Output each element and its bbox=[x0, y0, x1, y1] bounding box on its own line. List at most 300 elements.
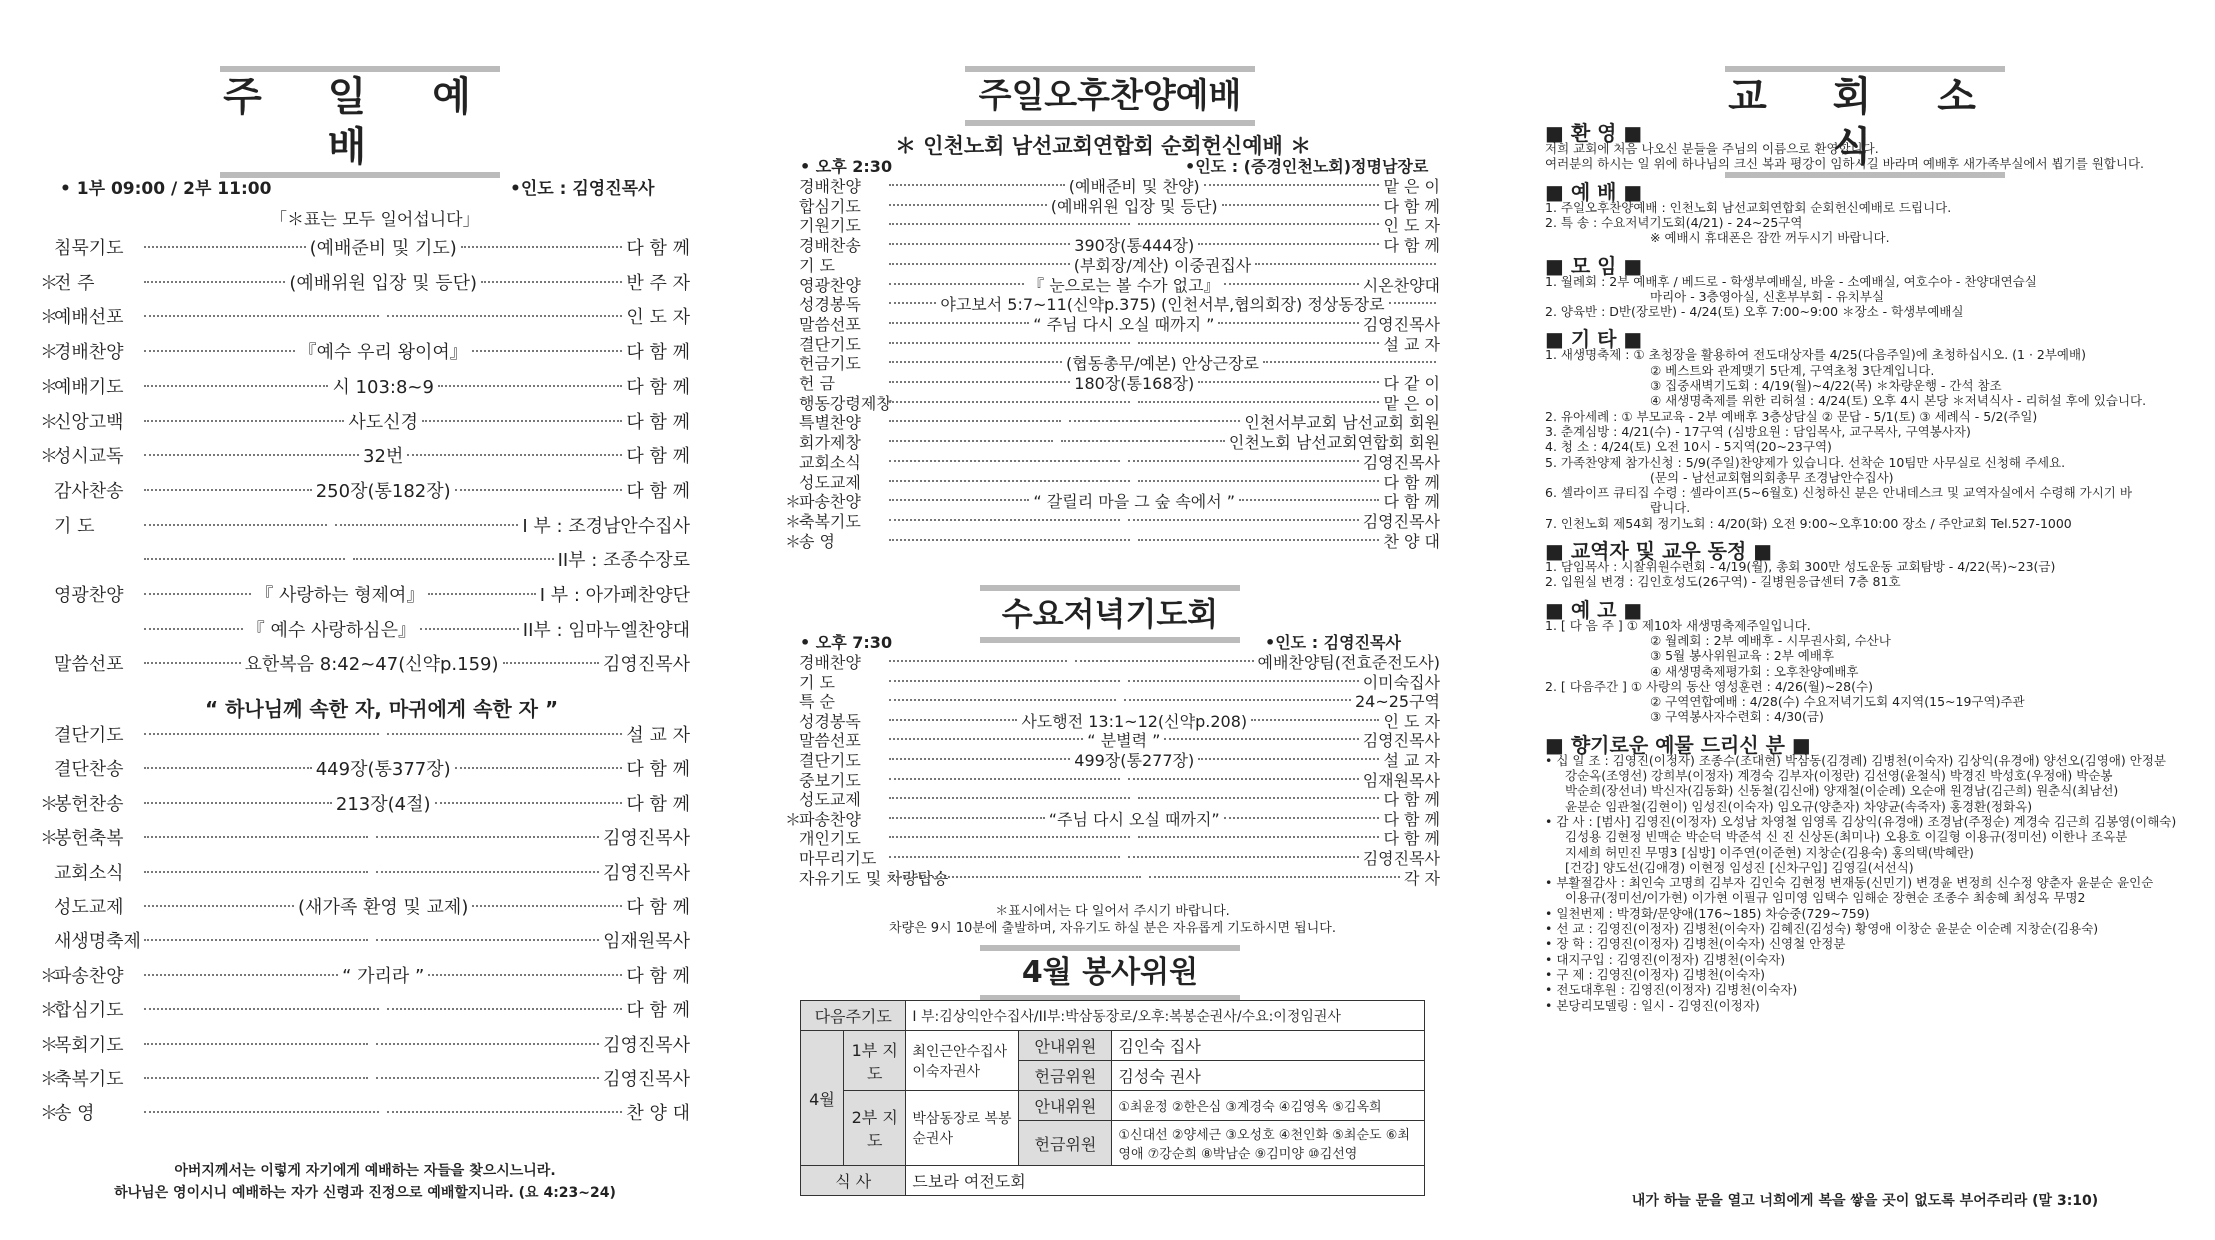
order-label-text: 파송찬양 bbox=[799, 492, 861, 512]
order-row bbox=[785, 870, 1440, 887]
dot-leader bbox=[889, 836, 1130, 838]
order-label bbox=[785, 257, 885, 274]
dot-leader bbox=[1198, 758, 1379, 760]
order-person: 인 도 자 bbox=[1383, 216, 1441, 236]
order-detail: “주님 다시 오실 때까지” bbox=[1048, 809, 1220, 829]
order-label-text: 결단기도 bbox=[54, 725, 124, 746]
order-person: II부 : 임마누엘찬양대 bbox=[522, 619, 690, 641]
news-line: • 일천번제 : 박경화/문양애(176~185) 차승중(729~759) bbox=[1545, 905, 1870, 921]
order-label-text: 중보기도 bbox=[799, 770, 861, 790]
order-person: 다 함 께 bbox=[626, 759, 690, 781]
order-label bbox=[785, 513, 885, 530]
order-row bbox=[785, 732, 1440, 749]
dot-leader bbox=[144, 315, 379, 317]
order-label bbox=[785, 414, 885, 431]
order-label-text: 기 도 bbox=[799, 672, 835, 692]
order-label-text: 경배찬양 bbox=[799, 653, 861, 672]
order-person: 김영진목사 bbox=[603, 862, 691, 884]
dot-leader bbox=[1218, 322, 1358, 324]
order-label bbox=[785, 674, 885, 691]
dot-leader bbox=[1124, 699, 1351, 701]
news-line: ④ 새생명축제를 위한 리허설 : 4/24(토) 오후 4시 본당 ＊저녁식사 - 리허설 후에 있습니다. bbox=[1650, 393, 2147, 409]
dot-leader bbox=[144, 1077, 368, 1079]
order-row bbox=[785, 434, 1440, 451]
order-label-text: 결단기도 bbox=[799, 334, 861, 354]
dot-leader bbox=[1128, 856, 1359, 858]
order-label bbox=[785, 277, 885, 294]
news-line: 6. 셀라이프 큐티집 수령 : 셀라이프(5~6월호) 신청하신 분은 안내데스크 및 교역자실에서 수령해 가시기 바 bbox=[1545, 485, 2132, 501]
afternoon-subtitle: ＊ 인천노회 남선교회연합회 순회헌신예배 ＊ bbox=[895, 134, 1312, 158]
order-row bbox=[40, 1000, 690, 1022]
order-row bbox=[40, 550, 690, 572]
order-label bbox=[785, 296, 885, 313]
news-line: 강순옥(조영선) 강희부(이정자) 계경숙 김부자(이정란) 김선영(윤철식) 박경진 박성호(우정애) 박순봉 bbox=[1565, 768, 2113, 783]
order-row bbox=[785, 474, 1440, 491]
order-person: 김영진목사 bbox=[603, 828, 691, 850]
dot-leader bbox=[387, 315, 622, 317]
dot-leader bbox=[889, 778, 1120, 780]
order-detail: 사도행전 13:1~12(신약p.208) bbox=[1021, 711, 1248, 731]
order-row bbox=[785, 533, 1440, 550]
news-section-header: ■ 예 고 ■ bbox=[1545, 597, 1643, 622]
dot-leader bbox=[435, 802, 623, 804]
order-label-text: 성도교제 bbox=[799, 790, 861, 810]
order-row bbox=[785, 654, 1440, 671]
dot-leader bbox=[376, 1077, 600, 1079]
dot-leader bbox=[1075, 660, 1253, 662]
order-row bbox=[785, 257, 1440, 274]
order-label-text: 회가제창 bbox=[799, 433, 861, 453]
dot-leader bbox=[1138, 836, 1379, 838]
dot-leader bbox=[376, 836, 600, 838]
stand-mark: ＊ bbox=[785, 531, 802, 551]
order-label bbox=[40, 1069, 140, 1091]
dot-leader bbox=[144, 558, 345, 560]
dot-leader bbox=[387, 1111, 622, 1113]
order-label bbox=[40, 725, 140, 747]
dot-leader bbox=[889, 758, 1070, 760]
part1-guide-label: 안내위원 bbox=[1019, 1031, 1112, 1061]
dot-leader bbox=[1138, 342, 1379, 344]
dot-leader bbox=[335, 524, 518, 526]
month-label: 4월 bbox=[801, 1031, 844, 1166]
dot-leader bbox=[1149, 876, 1401, 878]
order-label bbox=[785, 217, 885, 234]
order-label-text: 송 영 bbox=[54, 1103, 95, 1125]
order-person: 시온찬양대 bbox=[1362, 275, 1441, 295]
order-label-text: 영광찬양 bbox=[799, 275, 861, 295]
stand-mark: ＊ bbox=[40, 272, 58, 294]
afternoon-worship-title: 주일오후찬양예배 bbox=[965, 66, 1255, 126]
dot-leader bbox=[1198, 381, 1379, 383]
dot-leader bbox=[144, 1111, 379, 1113]
order-person: 다 함 께 bbox=[1383, 196, 1440, 216]
order-person: 김영진목사 bbox=[1362, 511, 1440, 531]
stand-mark: ＊ bbox=[40, 1103, 58, 1125]
news-line: ④ 새생명축제평가회 : 오후찬양예배후 bbox=[1650, 663, 1859, 679]
order-label bbox=[40, 550, 140, 572]
wednesday-leader: •인도 : 김영진목사 bbox=[1265, 633, 1401, 652]
dot-leader bbox=[1389, 302, 1436, 304]
order-label bbox=[785, 355, 885, 372]
dot-leader bbox=[1061, 440, 1225, 442]
dot-leader bbox=[472, 350, 623, 352]
order-row bbox=[40, 446, 690, 468]
order-label bbox=[785, 474, 885, 491]
dot-leader bbox=[144, 767, 312, 769]
part1-guide: 김인숙 집사 bbox=[1112, 1031, 1425, 1061]
order-label bbox=[40, 516, 140, 538]
news-line: • 부활절감사 : 최인숙 고명희 김부자 김인숙 김현정 변재동(신민기) 변경윤 변정희 신수정 양춘자 윤분순 윤인순 bbox=[1545, 875, 2154, 891]
dot-leader bbox=[889, 302, 936, 304]
order-row bbox=[785, 296, 1440, 313]
order-label-text: 영광찬양 bbox=[54, 585, 124, 606]
stand-mark: ＊ bbox=[785, 511, 802, 531]
dot-leader bbox=[889, 184, 1065, 186]
news-line: 4. 청 소 : 4/24(토) 오전 10시 - 5지역(20~23구역) bbox=[1545, 439, 1832, 455]
order-detail: “ 주님 다시 오실 때까지 ” bbox=[1033, 314, 1215, 334]
dot-leader bbox=[1138, 539, 1379, 541]
news-line: 1. 주일오후찬양예배 : 인천노회 남선교회연합회 순회헌신예배로 드립니다. bbox=[1545, 199, 1952, 215]
order-person: 24~25구역 bbox=[1354, 692, 1441, 712]
dot-leader bbox=[144, 836, 368, 838]
wednesday-time: • 오후 7:30 bbox=[800, 633, 893, 652]
dot-leader bbox=[144, 350, 295, 352]
order-label-text: 전 주 bbox=[54, 272, 95, 294]
dot-leader bbox=[1255, 263, 1436, 265]
order-label bbox=[785, 791, 885, 808]
order-label-text: 축복기도 bbox=[54, 1069, 124, 1090]
dot-leader bbox=[144, 939, 368, 941]
order-row bbox=[785, 198, 1440, 215]
order-row bbox=[40, 1103, 690, 1125]
order-row bbox=[40, 585, 690, 607]
order-row bbox=[40, 654, 690, 676]
dot-leader bbox=[144, 385, 328, 387]
order-label bbox=[785, 713, 885, 730]
order-detail: 213장(4절) bbox=[335, 793, 431, 815]
order-label-text: 자유기도 및 차량탑승 bbox=[799, 868, 949, 888]
order-row bbox=[785, 713, 1440, 730]
next-week-value: I 부:김상익안수집사/II부:박삼동장로/오후:복봉순권사/수요:이정임권사 bbox=[906, 1001, 1425, 1031]
stand-note: 「＊표는 모두 일어섭니다」 bbox=[270, 210, 480, 230]
dot-leader bbox=[407, 454, 622, 456]
order-row bbox=[785, 752, 1440, 769]
part1-label: 1부 지도 bbox=[844, 1031, 906, 1091]
part2-guide: ①최윤정 ②한은심 ③계경숙 ④김영옥 ⑤김옥희 bbox=[1112, 1091, 1425, 1121]
news-line: ② 베스트와 관계맺기 5단계, 구역초청 3단계입니다. bbox=[1650, 362, 1935, 378]
order-label-text: 결단찬송 bbox=[54, 759, 124, 781]
dot-leader bbox=[144, 593, 251, 595]
order-label-text: 신앙고백 bbox=[54, 411, 124, 433]
dot-leader bbox=[889, 738, 1083, 740]
order-detail: 『예수 우리 왕이여』 bbox=[298, 342, 468, 364]
news-line: • 십 일 조 : 김영진(이정자) 조종수(조대현) 박삼동(김경례) 김병천(이숙자) 김상익(유경애) 양선오(김영애) 안정분 bbox=[1545, 752, 2166, 768]
dot-leader bbox=[889, 263, 1070, 265]
dot-leader bbox=[144, 974, 338, 976]
order-person: 다 함 께 bbox=[626, 342, 690, 364]
order-row bbox=[40, 794, 690, 816]
dot-leader bbox=[376, 939, 600, 941]
dot-leader bbox=[144, 281, 285, 283]
news-line: • 대지구입 : 김영진(이정자) 김병천(이숙자) bbox=[1545, 951, 1786, 967]
dot-leader bbox=[144, 802, 332, 804]
news-section-header: ■ 모 임 ■ bbox=[1545, 253, 1643, 278]
dot-leader bbox=[889, 440, 1053, 442]
order-row bbox=[785, 811, 1440, 828]
order-label bbox=[785, 393, 892, 413]
order-detail: (협동총무/예본) 안상근장로 bbox=[1066, 354, 1259, 374]
stand-mark: ＊ bbox=[40, 828, 58, 850]
news-line: • 구 제 : 김영진(이정자) 김병천(이숙자) bbox=[1545, 966, 1766, 982]
order-row bbox=[40, 931, 690, 953]
order-detail: 390장(통444장) bbox=[1074, 236, 1195, 256]
dot-leader bbox=[422, 420, 622, 422]
order-person: 다 함 께 bbox=[626, 480, 690, 502]
dot-leader bbox=[1128, 460, 1359, 462]
dot-leader bbox=[1128, 778, 1359, 780]
order-person: 이미숙집사 bbox=[1362, 672, 1440, 692]
volunteers-table bbox=[800, 1000, 1425, 1196]
news-line: ③ 구역봉사자수련회 : 4/30(금) bbox=[1650, 709, 1824, 725]
verse-line-1: 아버지께서는 이렇게 자기에게 예배하는 자들을 찾으시느니라. bbox=[174, 1163, 556, 1179]
dot-leader bbox=[481, 281, 622, 283]
news-line: • 본당리모델링 : 일시 - 김영진(이정자) bbox=[1545, 997, 1760, 1013]
order-person: 다 함 께 bbox=[626, 965, 690, 987]
order-label bbox=[785, 850, 885, 867]
news-line: ※ 예배시 휴대폰은 잠깐 꺼두시기 바랍니다. bbox=[1650, 230, 1890, 246]
dot-leader bbox=[1224, 817, 1380, 819]
order-detail: (예배위원 입장 및 등단) bbox=[1050, 196, 1218, 216]
dot-leader bbox=[455, 767, 623, 769]
order-label-text: 성도교제 bbox=[799, 472, 861, 492]
order-row bbox=[785, 217, 1440, 234]
order-row bbox=[40, 1035, 690, 1057]
order-label-text: 말씀선포 bbox=[54, 654, 124, 676]
part2-guide-label: 안내위원 bbox=[1019, 1091, 1112, 1121]
dot-leader bbox=[428, 593, 535, 595]
dot-leader bbox=[889, 361, 1062, 363]
order-detail: “ 분별력 ” bbox=[1087, 731, 1161, 751]
dot-leader bbox=[376, 1043, 600, 1045]
dot-leader bbox=[889, 243, 1070, 245]
order-person: 김영진목사 bbox=[1362, 849, 1440, 868]
order-label bbox=[785, 533, 885, 550]
order-row bbox=[40, 238, 690, 260]
order-detail: 449장(통377장) bbox=[315, 759, 451, 781]
order-row bbox=[40, 516, 690, 538]
order-label bbox=[40, 794, 140, 816]
news-line: 2. 입원실 변경 : 김인호성도(26구역) - 길병원응급센터 7층 81호 bbox=[1545, 574, 1901, 590]
dot-leader bbox=[144, 246, 306, 248]
dot-leader bbox=[889, 719, 1017, 721]
dot-leader bbox=[889, 499, 1029, 501]
news-line: • 감 사 : [범사] 김영진(이정자) 오성남 차영철 임영록 김상익(유경애) 조경남(주정순) 계경숙 김근희 김봉영(이해숙) bbox=[1545, 813, 2177, 829]
news-line: 3. 춘계심방 : 4/21(수) - 17구역 (심방요원 : 담임목사, 교구목사, 구역봉사자) bbox=[1545, 423, 1971, 439]
order-label-text: 결단기도 bbox=[799, 751, 861, 770]
meal-value: 드보라 여전도회 bbox=[906, 1166, 1425, 1196]
dot-leader bbox=[420, 628, 519, 630]
dot-leader bbox=[144, 454, 359, 456]
order-label-text: 예배기도 bbox=[54, 376, 124, 398]
order-row bbox=[40, 828, 690, 850]
dot-leader bbox=[503, 662, 600, 664]
meal-label: 식 사 bbox=[801, 1166, 906, 1196]
stand-notice: ＊표시에서는 다 일어서 주시기 바랍니다. bbox=[995, 904, 1230, 919]
order-row bbox=[40, 342, 690, 364]
order-detail: 시 103:8~9 bbox=[332, 376, 434, 398]
order-row bbox=[785, 395, 1440, 412]
news-line: 2. [ 다음주간 ] ① 사랑의 동산 영성훈련 : 4/26(월)~28(수) bbox=[1545, 678, 1873, 694]
order-detail: (예배준비 및 찬양) bbox=[1068, 177, 1200, 196]
dot-leader bbox=[1251, 719, 1379, 721]
order-person: 다 함 께 bbox=[626, 411, 691, 433]
bus-notice: 차량은 9시 10분에 출발하며, 자유기도 하실 분은 자유롭게 기도하시면 됩니다. bbox=[888, 921, 1336, 936]
order-detail: 『 눈으로는 볼 수가 없고』 bbox=[1028, 275, 1220, 295]
dot-leader bbox=[889, 699, 1116, 701]
order-label bbox=[785, 811, 885, 828]
order-label bbox=[785, 752, 885, 769]
order-person: 다 함 께 bbox=[626, 897, 690, 918]
order-person: 각 자 bbox=[1404, 868, 1440, 888]
dot-leader bbox=[1164, 738, 1358, 740]
news-line: 1. 담임목사 : 시찰위원수련회 - 4/19(월), 총회 300만 성도운동 교회탐방 - 4/22(목)~23(금) bbox=[1545, 559, 2056, 574]
news-section-header: ■ 기 타 ■ bbox=[1545, 327, 1643, 352]
stand-mark: ＊ bbox=[40, 1034, 58, 1056]
order-label-text: 파송찬양 bbox=[54, 965, 124, 987]
stand-mark: ＊ bbox=[40, 793, 58, 815]
order-label-text: 송 영 bbox=[799, 531, 835, 551]
stand-mark: ＊ bbox=[785, 492, 802, 512]
order-label bbox=[40, 759, 140, 781]
order-row bbox=[785, 316, 1440, 333]
news-line: 윤분순 임관철(김현이) 임성진(이숙자) 임오규(양춘자) 차양균(속죽자) 홍경환(정화옥) bbox=[1565, 798, 2033, 814]
dot-leader bbox=[889, 519, 1120, 521]
order-label-text: 기 도 bbox=[54, 515, 95, 537]
order-label bbox=[40, 1035, 140, 1057]
order-label bbox=[785, 237, 885, 254]
order-label bbox=[40, 238, 140, 260]
dot-leader bbox=[1069, 420, 1241, 422]
order-label bbox=[785, 772, 885, 789]
order-detail: (부회장/계산) 이중권집사 bbox=[1073, 255, 1252, 275]
dot-leader bbox=[889, 223, 1130, 225]
order-label bbox=[40, 828, 140, 850]
dot-leader bbox=[144, 733, 379, 735]
news-section-header: ■ 향기로운 예물 드리신 분 ■ bbox=[1545, 732, 1811, 757]
order-label-text: 성경봉독 bbox=[799, 295, 861, 315]
order-row bbox=[40, 966, 690, 988]
news-line: 지세희 허민진 무명3 [심방] 이주연(이준현) 지창순(김용숙) 홍의택(박혜란) bbox=[1565, 844, 1974, 860]
order-row bbox=[785, 850, 1440, 867]
news-line: 박순희(장선녀) 박신자(김동화) 신동철(김신애) 양재철(이순례) 오순애 원경남(김근희) 원춘식(최남선) bbox=[1565, 783, 2119, 799]
dot-leader bbox=[1263, 361, 1436, 363]
order-detail: (예배준비 및 기도) bbox=[309, 238, 457, 259]
order-detail: 32번 bbox=[363, 446, 404, 468]
stand-mark: ＊ bbox=[40, 1000, 58, 1022]
news-line: ② 구역연합예배 : 4/28(수) 수요저녁기도회 4지역(15~19구역)주관 bbox=[1650, 694, 2025, 710]
order-person: 설 교 자 bbox=[626, 725, 691, 746]
news-line: 1. [ 다 음 주 ] ① 제10차 새생명축제주일입니다. bbox=[1545, 617, 1811, 633]
order-label-text: 축복기도 bbox=[799, 511, 861, 531]
order-row bbox=[785, 693, 1440, 710]
order-detail: 야고보서 5:7~11(신약p.375) (인천서부,협의회장) 정상동장로 bbox=[940, 295, 1385, 315]
order-label-text: 봉헌찬송 bbox=[54, 793, 124, 815]
stand-mark: ＊ bbox=[40, 446, 58, 468]
dot-leader bbox=[889, 342, 1130, 344]
order-label bbox=[40, 377, 140, 399]
order-person: I 부 : 조경남안수집사 bbox=[522, 515, 690, 537]
dot-leader bbox=[889, 876, 1141, 878]
news-line: ③ 집중새벽기도회 : 4/19(월)~4/22(목) ＊차량운행 - 간석 참조 bbox=[1650, 378, 2002, 393]
dot-leader bbox=[144, 662, 241, 664]
stand-mark: ＊ bbox=[40, 307, 58, 329]
order-label bbox=[785, 830, 885, 847]
order-person: 인 도 자 bbox=[1383, 711, 1440, 731]
order-label-text: 침묵기도 bbox=[54, 238, 124, 259]
order-label bbox=[40, 446, 140, 468]
order-label bbox=[40, 620, 140, 642]
order-label bbox=[785, 434, 885, 451]
order-row bbox=[785, 513, 1440, 530]
order-detail: 요한복음 8:42~47(신약p.159) bbox=[244, 654, 499, 676]
order-label bbox=[40, 273, 140, 295]
service-time: • 1부 09:00 / 2부 11:00 bbox=[60, 179, 272, 199]
order-label bbox=[40, 585, 140, 607]
order-label-text: 성도교제 bbox=[54, 897, 124, 918]
order-label bbox=[785, 198, 885, 215]
order-label bbox=[40, 897, 140, 919]
worship-leader: •인도 : 김영진목사 bbox=[510, 179, 655, 199]
stand-mark: ＊ bbox=[40, 1069, 58, 1090]
order-label bbox=[785, 375, 885, 392]
dot-leader bbox=[889, 817, 1045, 819]
order-label bbox=[40, 342, 140, 364]
order-person: 다 함 께 bbox=[626, 793, 690, 815]
dot-leader bbox=[1138, 480, 1379, 482]
stand-mark: ＊ bbox=[40, 376, 58, 398]
afternoon-time: • 오후 2:30 bbox=[800, 157, 893, 176]
order-person: 김영진목사 bbox=[1362, 731, 1440, 751]
stand-mark: ＊ bbox=[40, 342, 58, 364]
order-label bbox=[785, 493, 885, 510]
dot-leader bbox=[472, 905, 622, 907]
order-row bbox=[40, 1069, 690, 1091]
news-line: [건강] 양도선(김애경) 이현정 임성진 [신차구입] 김영길(서선식) bbox=[1565, 859, 1914, 875]
order-detail: 499장(통277장) bbox=[1074, 751, 1195, 770]
order-person: 설 교 자 bbox=[1383, 334, 1441, 354]
order-label-text: 헌금기도 bbox=[799, 354, 861, 374]
order-row bbox=[40, 273, 690, 295]
dot-leader bbox=[144, 524, 327, 526]
order-label-text: 개인기도 bbox=[799, 829, 861, 849]
news-section-header: ■ 환 영 ■ bbox=[1545, 121, 1643, 145]
dot-leader bbox=[144, 489, 312, 491]
next-week-label: 다음주기도 bbox=[801, 1001, 906, 1031]
order-person: 반 주 자 bbox=[626, 272, 690, 294]
dot-leader bbox=[144, 628, 243, 630]
order-row bbox=[40, 725, 690, 747]
order-person: 김영진목사 bbox=[1362, 314, 1440, 334]
news-line: (문의 - 남선교회협의회총무 조경남안수집사) bbox=[1650, 469, 1894, 485]
news-line: • 장 학 : 김영진(이정자) 김병천(이숙자) 신영철 안정분 bbox=[1545, 936, 1846, 952]
order-person: 찬 양 대 bbox=[626, 1103, 691, 1125]
order-label bbox=[785, 868, 949, 888]
part1-offer: 김성숙 권사 bbox=[1112, 1061, 1425, 1091]
dot-leader bbox=[1224, 283, 1359, 285]
dot-leader bbox=[889, 420, 1061, 422]
news-line: 이용규(정미선/이가현) 이가현 이필규 임미영 임택수 임해순 장현순 조종수 최송혜 최성옥 무명2 bbox=[1565, 890, 2086, 906]
